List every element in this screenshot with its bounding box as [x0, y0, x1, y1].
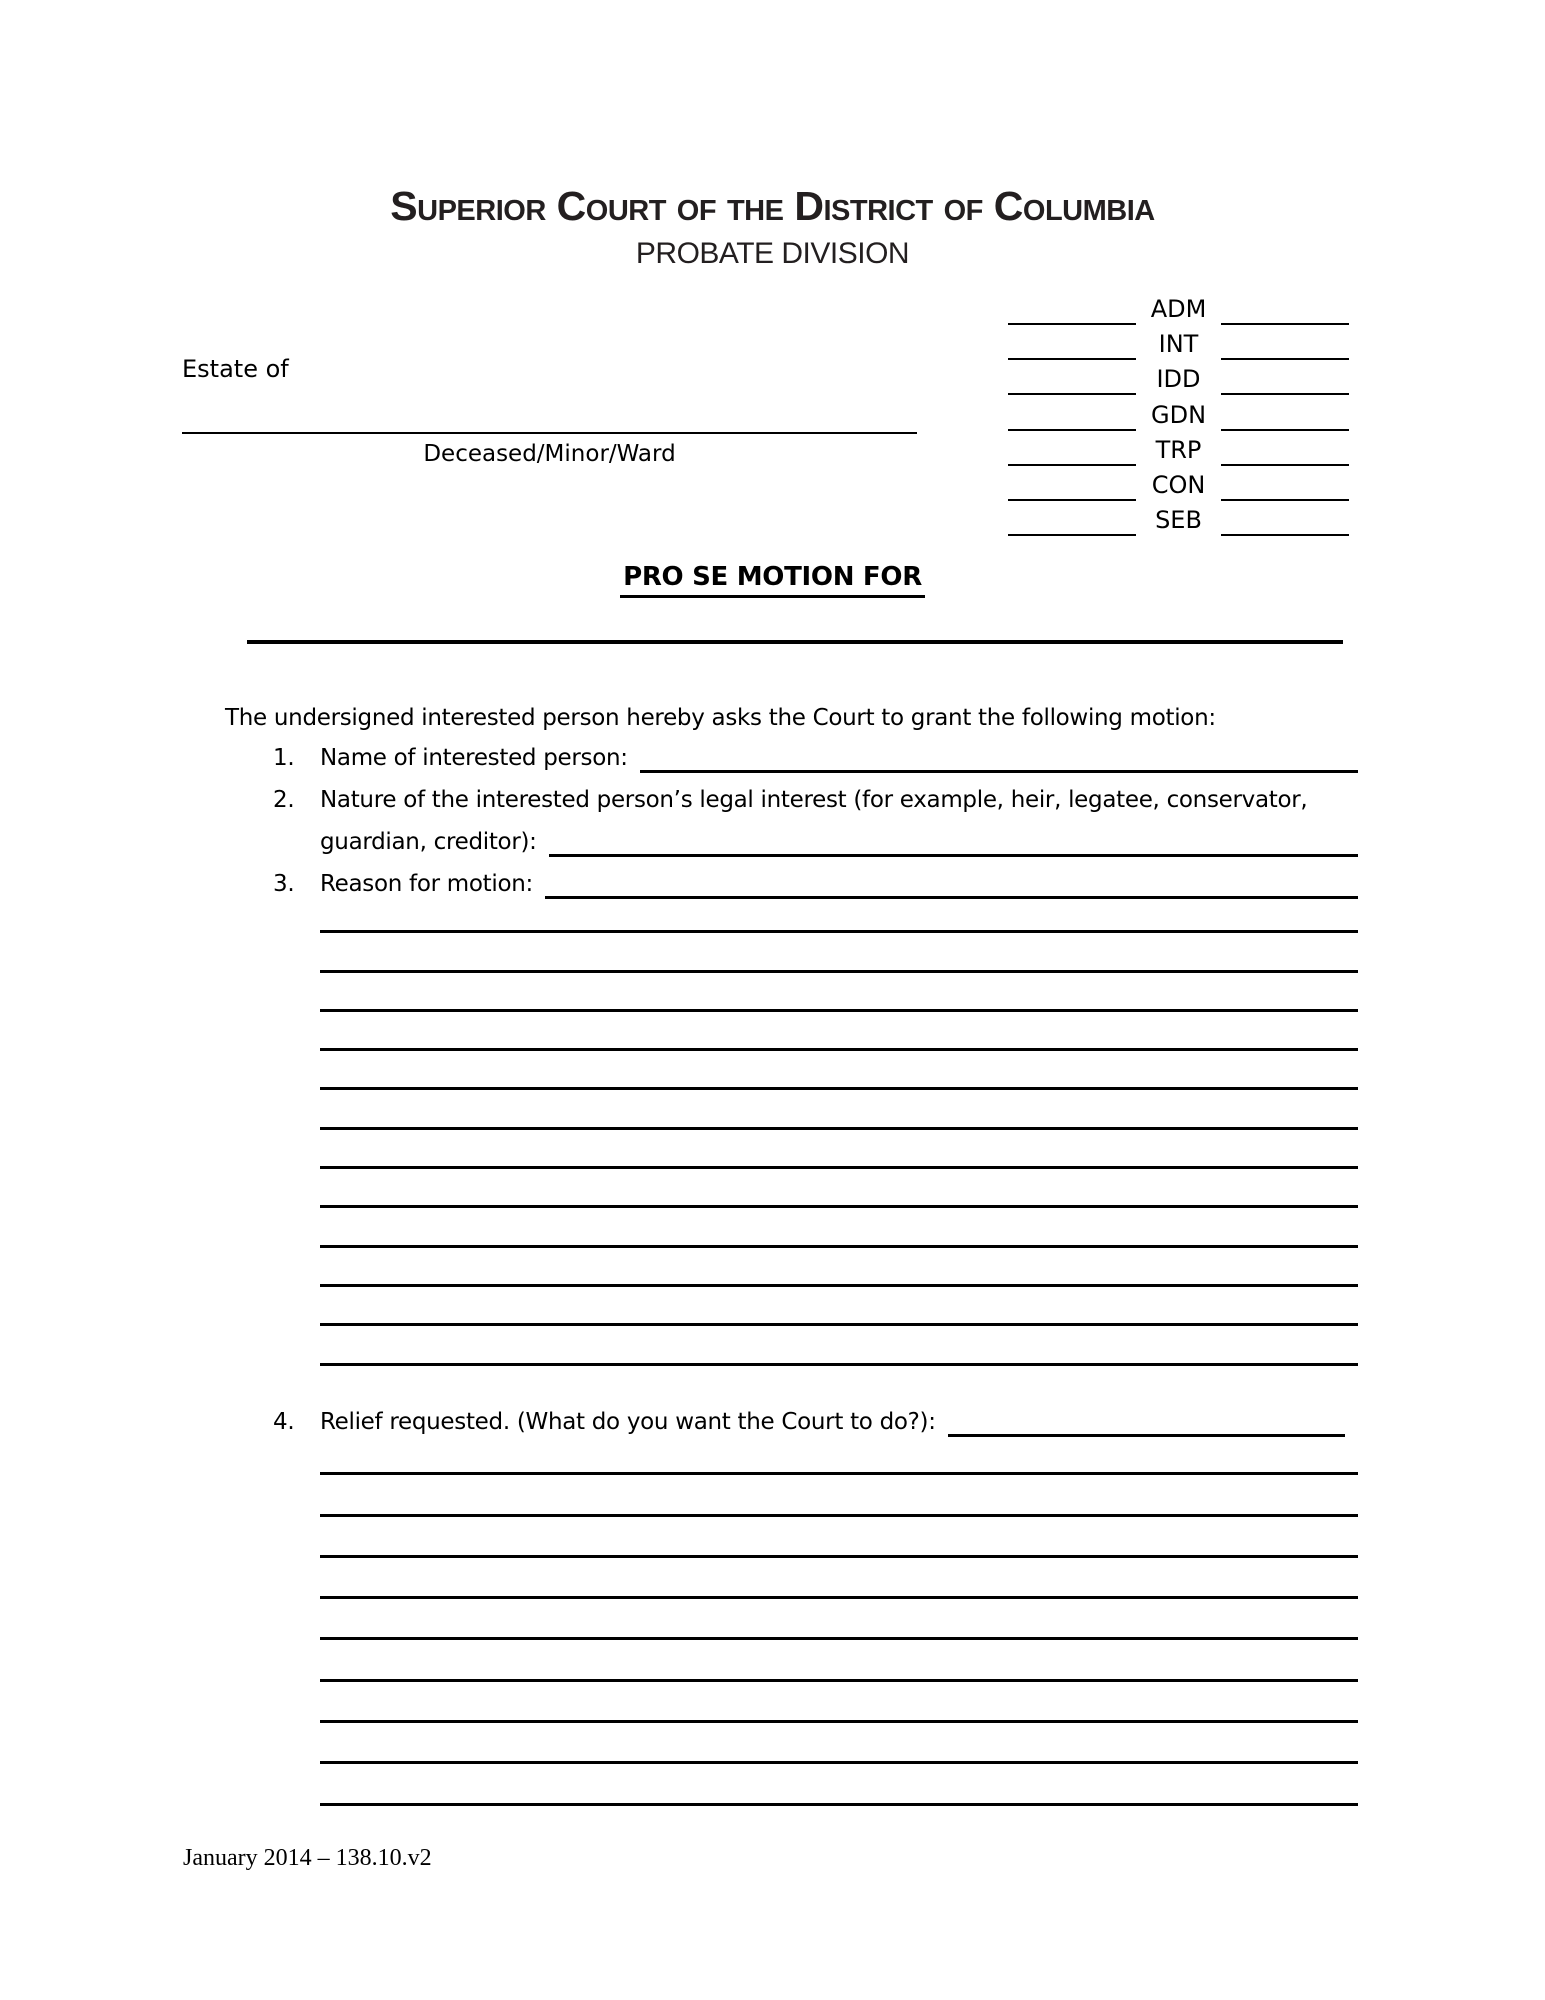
- reason-writing-lines: [320, 894, 1358, 1366]
- case-code-blank-right[interactable]: [1221, 501, 1349, 536]
- item-2-row-continued: [273, 827, 1358, 857]
- case-code-blank-left[interactable]: [1008, 501, 1136, 536]
- ruled-line[interactable]: [320, 1208, 1358, 1247]
- legal-interest-blank[interactable]: [549, 827, 1358, 857]
- ruled-line[interactable]: [320, 1599, 1358, 1640]
- form-version-footer: January 2014 – 138.10.v2: [183, 1845, 432, 1871]
- intro-paragraph: The undersigned interested person hereby asks the Court to grant the following motion:: [225, 705, 1216, 731]
- case-code-row: [1008, 360, 1349, 395]
- ruled-line[interactable]: [320, 1640, 1358, 1681]
- item-2-row: [273, 785, 1358, 815]
- case-code-blank-right[interactable]: [1221, 431, 1349, 466]
- ruled-line[interactable]: [320, 1434, 1358, 1475]
- item-3-label: Reason for motion:: [320, 871, 533, 897]
- estate-of-label: Estate of: [182, 355, 289, 383]
- item-2-label-line2: guardian, creditor):: [320, 829, 537, 855]
- probate-division-subtitle: PROBATE DIVISION: [635, 237, 910, 270]
- ruled-line[interactable]: [320, 1130, 1358, 1169]
- ruled-line[interactable]: [320, 1723, 1358, 1764]
- item-2-label-line1: Nature of the interested person’s legal interest (for example, heir, legatee, conservator,: [320, 787, 1308, 813]
- relief-writing-lines: [320, 1434, 1358, 1806]
- case-code-blank-left[interactable]: [1008, 290, 1136, 325]
- relief-requested-blank[interactable]: [948, 1407, 1345, 1437]
- case-code-blank-left[interactable]: [1008, 325, 1136, 360]
- case-code-blank-right[interactable]: [1221, 395, 1349, 430]
- case-code-row: [1008, 395, 1349, 430]
- case-code-blank-left[interactable]: [1008, 360, 1136, 395]
- ruled-line[interactable]: [320, 894, 1358, 933]
- ruled-line[interactable]: [320, 1475, 1358, 1516]
- interested-person-name-blank[interactable]: [640, 743, 1358, 773]
- item-number: 4.: [273, 1409, 295, 1435]
- ruled-line[interactable]: [320, 1764, 1358, 1805]
- case-code-label: SEB: [1155, 505, 1202, 534]
- case-code-blank-right[interactable]: [1221, 466, 1349, 501]
- ruled-line[interactable]: [320, 1090, 1358, 1129]
- case-code-blank-right[interactable]: [1221, 325, 1349, 360]
- estate-name-blank[interactable]: [182, 432, 917, 434]
- case-code-label: GDN: [1150, 400, 1207, 429]
- item-number: 1.: [273, 745, 295, 771]
- deceased-minor-ward-label: Deceased/Minor/Ward: [423, 441, 676, 467]
- ruled-line[interactable]: [320, 1517, 1358, 1558]
- ruled-line[interactable]: [320, 1012, 1358, 1051]
- item-4-label: Relief requested. (What do you want the Court to do?):: [320, 1409, 936, 1435]
- pro-se-motion-heading: PRO SE MOTION FOR: [620, 562, 925, 598]
- ruled-line[interactable]: [320, 973, 1358, 1012]
- ruled-line[interactable]: [320, 933, 1358, 972]
- case-code-blank-left[interactable]: [1008, 466, 1136, 501]
- case-code-row: [1008, 501, 1349, 536]
- case-code-block: [1008, 290, 1349, 536]
- item-number-spacer: [273, 827, 320, 857]
- case-code-blank-left[interactable]: [1008, 431, 1136, 466]
- case-code-row: [1008, 325, 1349, 360]
- motion-subject-blank[interactable]: [247, 640, 1343, 644]
- case-code-row: [1008, 290, 1349, 325]
- ruled-line[interactable]: [320, 1558, 1358, 1599]
- ruled-line[interactable]: [320, 1248, 1358, 1287]
- ruled-line[interactable]: [320, 1682, 1358, 1723]
- case-code-label: TRP: [1155, 435, 1202, 464]
- ruled-line[interactable]: [320, 1051, 1358, 1090]
- case-code-row: [1008, 431, 1349, 466]
- case-code-label: INT: [1158, 330, 1199, 359]
- case-code-blank-right[interactable]: [1221, 290, 1349, 325]
- court-title: Superior Court of the District of Columbia: [390, 183, 1155, 229]
- case-code-label: CON: [1151, 470, 1206, 499]
- motion-heading-wrap: [0, 562, 1545, 598]
- case-code-label: ADM: [1150, 295, 1207, 324]
- item-4-row: [273, 1407, 1345, 1437]
- ruled-line[interactable]: [320, 1287, 1358, 1326]
- case-code-label: IDD: [1156, 365, 1201, 394]
- ruled-line[interactable]: [320, 1326, 1358, 1365]
- case-code-row: [1008, 466, 1349, 501]
- item-number: 3.: [273, 871, 295, 897]
- item-1-row: [273, 743, 1358, 773]
- item-1-label: Name of interested person:: [320, 745, 628, 771]
- case-code-blank-left[interactable]: [1008, 395, 1136, 430]
- case-code-blank-right[interactable]: [1221, 360, 1349, 395]
- item-number: 2.: [273, 787, 295, 813]
- ruled-line[interactable]: [320, 1169, 1358, 1208]
